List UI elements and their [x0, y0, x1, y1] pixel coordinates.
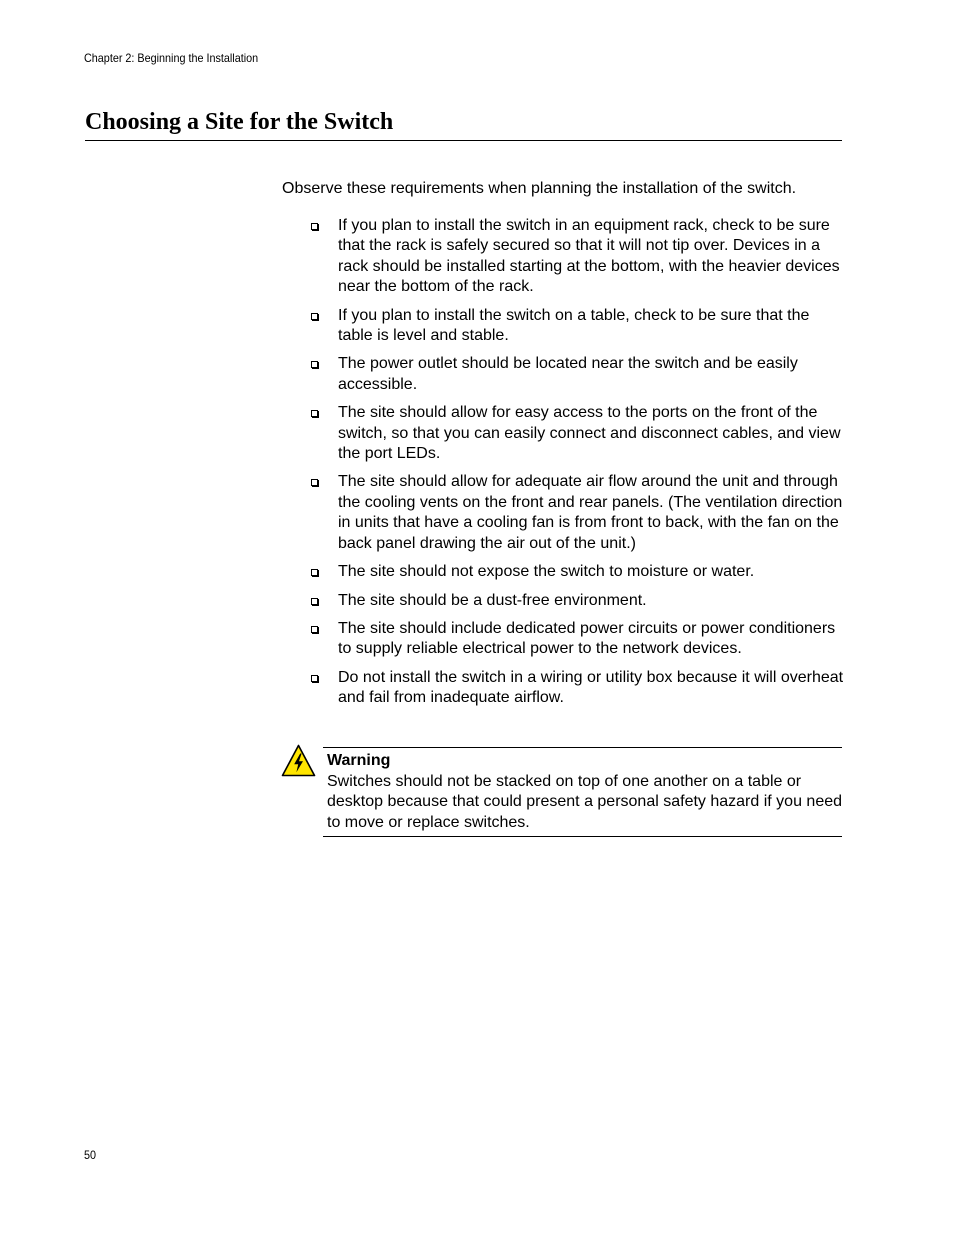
warning-bottom-rule — [323, 836, 842, 837]
checkbox-bullet-icon — [311, 313, 318, 320]
list-item — [310, 591, 845, 611]
checkbox-bullet-icon — [311, 598, 318, 605]
list-item — [310, 306, 845, 347]
list-item — [310, 619, 845, 660]
warning-heading: Warning — [327, 752, 391, 769]
list-item — [310, 562, 845, 582]
checkbox-bullet-icon — [311, 626, 318, 633]
warning-top-rule — [323, 747, 842, 748]
list-item-text: Do not install the switch in a wiring or utility box because it will overheat and fail from inadequate airflow. — [338, 668, 844, 707]
electrical-hazard-icon — [281, 744, 316, 777]
checkbox-bullet-icon — [311, 569, 318, 576]
checkbox-bullet-icon — [311, 675, 318, 682]
checkbox-bullet-icon — [311, 223, 318, 230]
checkbox-bullet-icon — [311, 361, 318, 368]
list-item — [310, 668, 845, 709]
list-item — [310, 472, 845, 554]
list-item-text: The power outlet should be located near the switch and be easily accessible. — [338, 355, 798, 393]
title-rule — [85, 140, 842, 141]
list-item-text: The site should not expose the switch to moisture or water. — [338, 563, 755, 581]
list-item — [310, 216, 845, 298]
list-item — [310, 354, 845, 395]
running-header: Chapter 2: Beginning the Installation — [84, 51, 259, 65]
warning-body: Switches should not be stacked on top of one another on a table or desktop because that could present a personal safety hazard if you need to move or replace switches. — [327, 773, 843, 831]
list-item-text: The site should allow for easy access to the ports on the front of the switch, so that you can easily connect and disconnect cables, and view the port LEDs. — [338, 404, 841, 463]
list-item-text: If you plan to install the switch on a table, check to be sure that the table is level and stable. — [338, 306, 810, 345]
list-item-text: The site should be a dust-free environment. — [338, 591, 647, 609]
checkbox-bullet-icon — [311, 479, 318, 486]
list-item-text: The site should include dedicated power circuits or power conditioners to supply reliable electrical power to the network devices. — [338, 619, 836, 658]
list-item-text: The site should allow for adequate air flow around the unit and through the cooling vents on the front and rear panels. (The ventilation direction in units that have a cooling fan is from front to back, with the fan on the back panel drawing the air out of the unit.) — [338, 473, 843, 552]
intro-paragraph: Observe these requirements when planning the installation of the switch. — [282, 180, 797, 197]
checkbox-bullet-icon — [311, 410, 318, 417]
section-title: Choosing a Site for the Switch — [85, 109, 394, 135]
requirements-list — [310, 216, 845, 717]
page-number: 50 — [84, 1148, 97, 1162]
list-item — [310, 403, 845, 464]
list-item-text: If you plan to install the switch in an equipment rack, check to be sure that the rack is safely secured so that it will not tip over. Devices in a rack should be installed starting at the bottom, with the heavier devices near the bottom of the rack. — [338, 217, 840, 296]
